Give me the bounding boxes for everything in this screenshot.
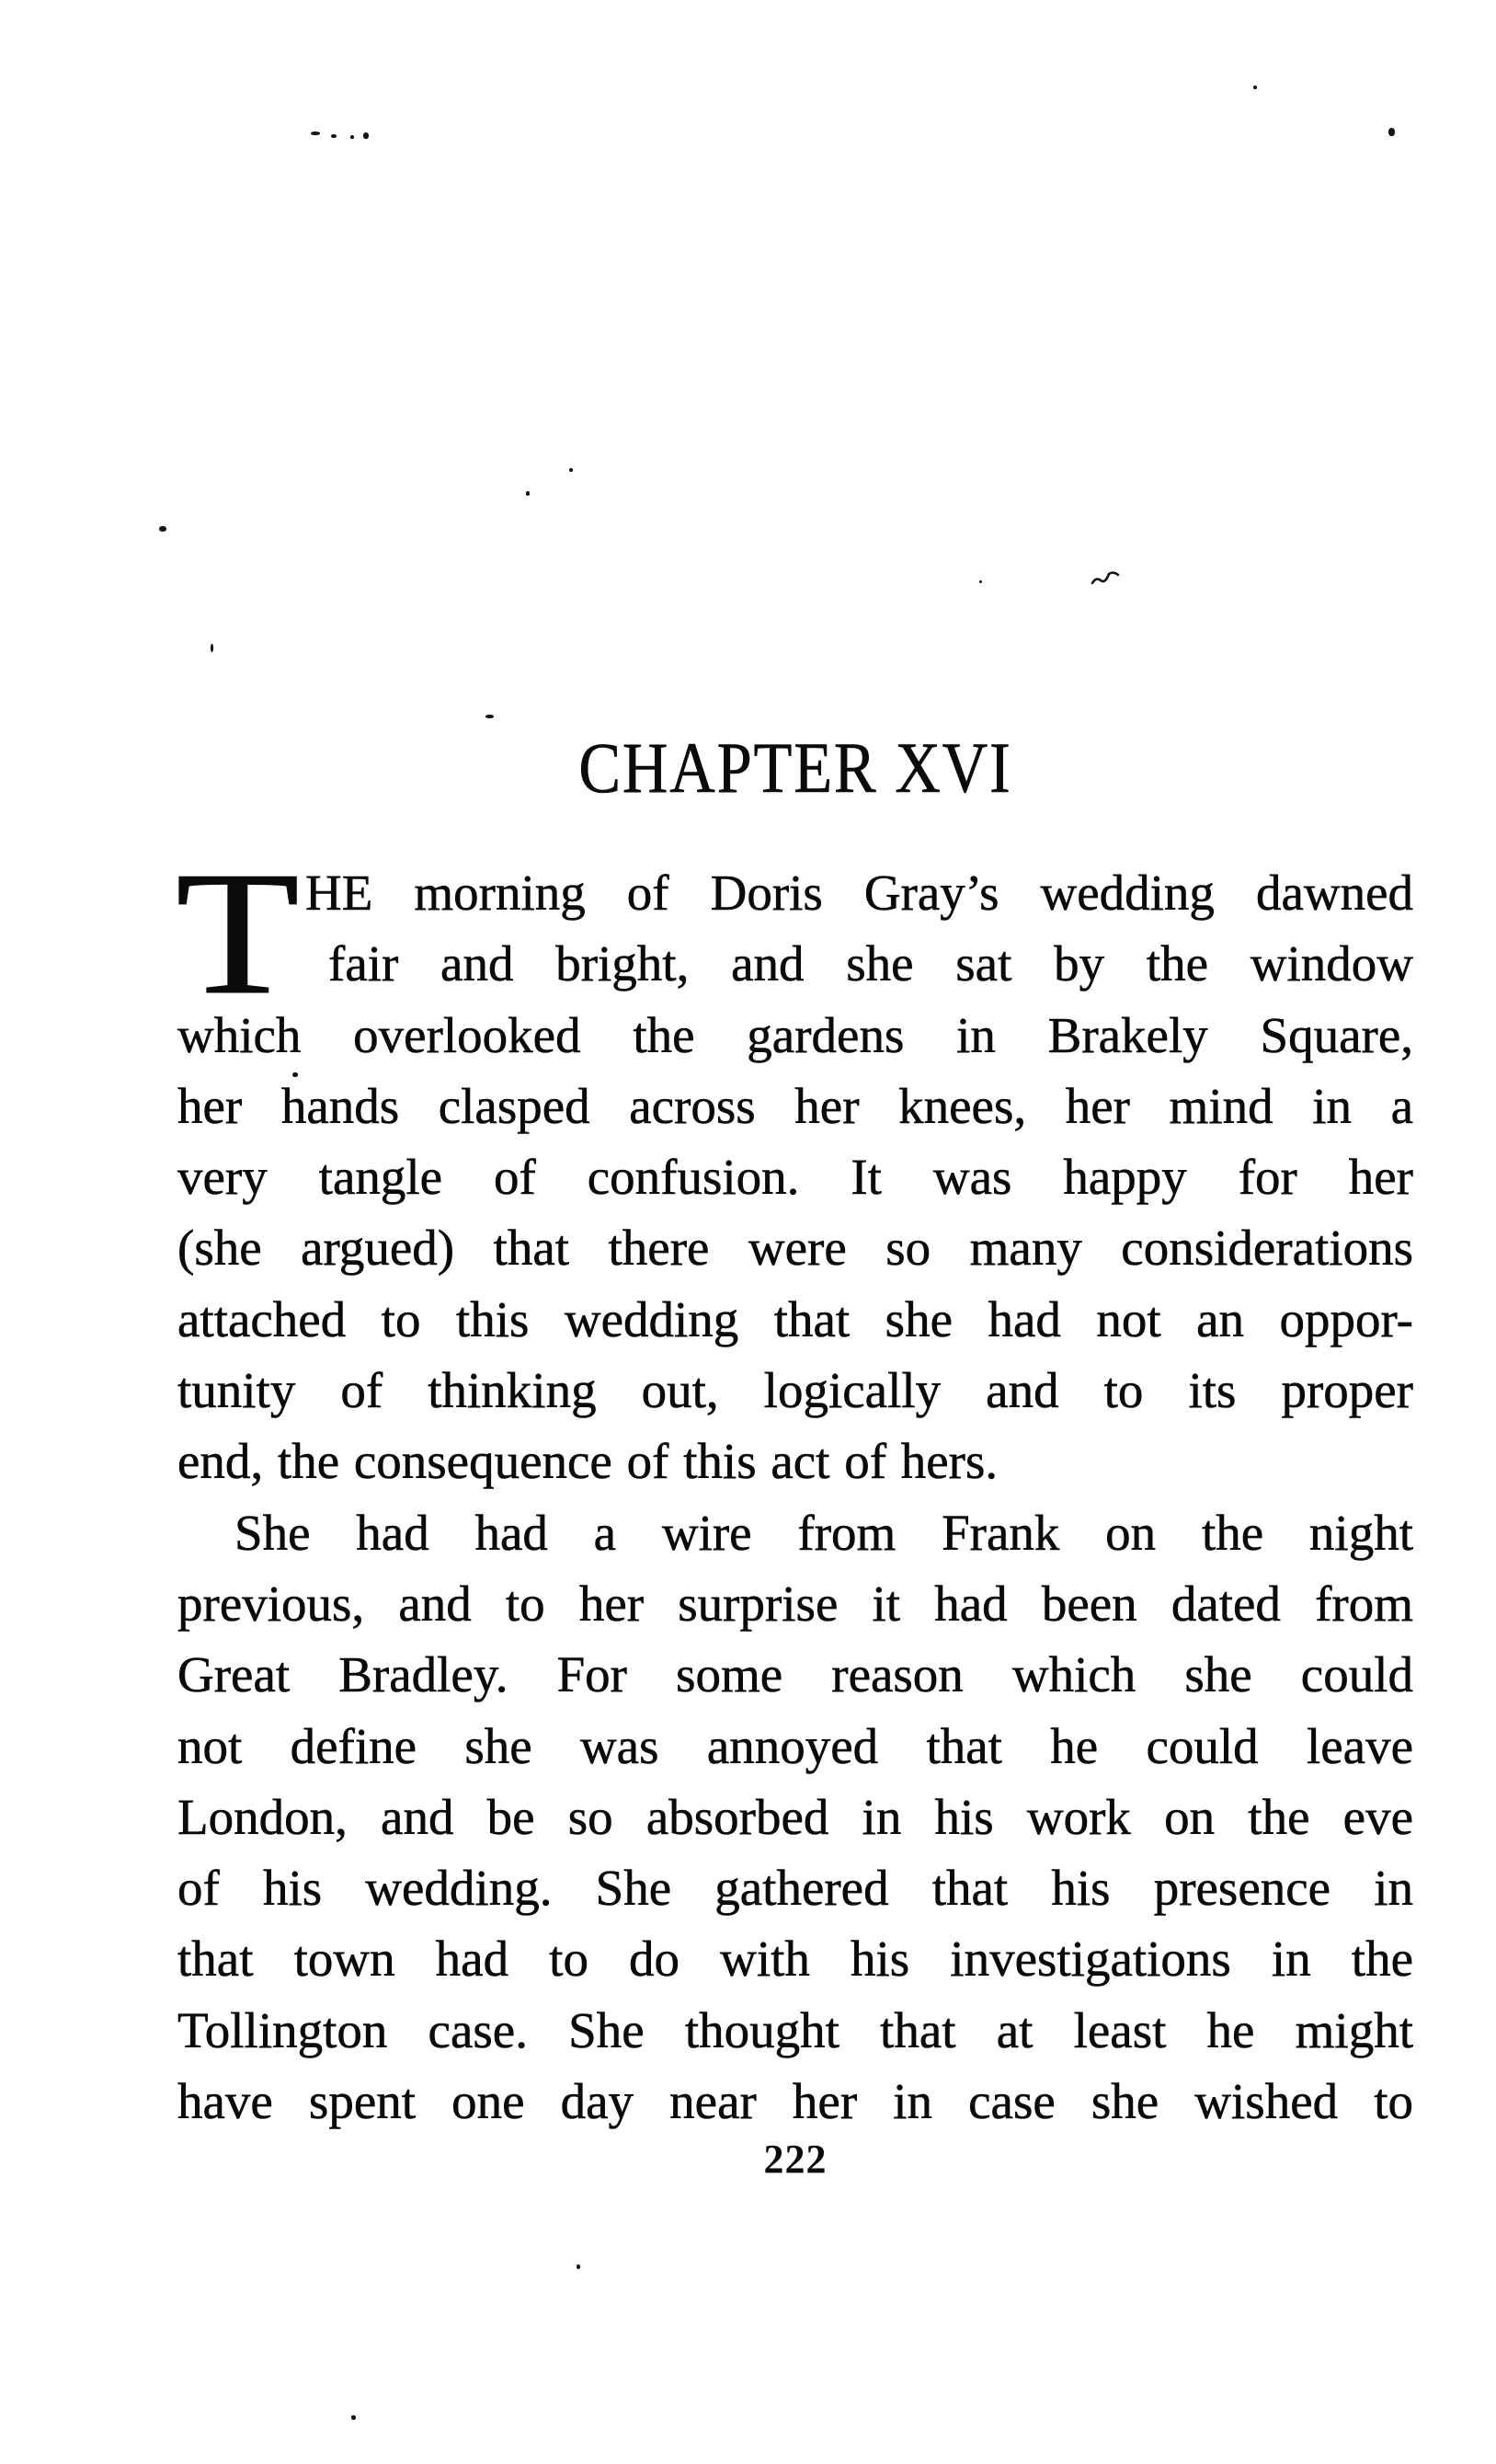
text-line: that town had to do with his investigations in the [177,1931,1413,1988]
ink-speck [331,134,337,138]
text-line: her hands clasped across her knees, her mind in a [177,1077,1413,1134]
text-line: HE morning of Doris Gray’s wedding dawned [305,865,1413,921]
text-line: Tollington case. She thought that at least he might [177,2001,1413,2058]
ink-speck [979,580,982,583]
text-line: have spent one day near her in case she wished to [177,2073,1413,2130]
text-line: not define she was annoyed that he could leave [177,1717,1413,1774]
page-number: 222 [763,2137,828,2182]
ink-speck [1388,128,1395,136]
text-line: very tangle of confusion. It was happy for her [177,1149,1413,1206]
ink-speck [1253,86,1257,89]
text-line: Great Bradley. For some reason which she could [177,1646,1413,1703]
ink-speck [1091,570,1120,587]
text-line: which overlooked the gardens in Brakely Square, [177,1006,1413,1063]
ink-speck [211,644,213,652]
text-line: attached to this wedding that she had not an oppor- [177,1290,1413,1347]
text-line: previous, and to her surprise it had been dated from [177,1575,1413,1632]
ink-speck [526,491,530,496]
text-line: She had had a wire from Frank on the night [234,1504,1413,1561]
ink-speck [577,2264,580,2269]
ink-speck [351,2415,356,2420]
text-line: London, and be so absorbed in his work on the eve [177,1788,1413,1845]
ink-speck [363,132,369,139]
ink-speck [350,135,354,139]
chapter-heading: CHAPTER XVI [578,728,1012,808]
text-line: of his wedding. She gathered that his presence in [177,1860,1413,1917]
text-line: (she argued) that there were so many considerations [177,1220,1413,1277]
text-line: fair and bright, and she sat by the window [328,935,1413,992]
ink-speck [292,1072,298,1077]
body-text [177,857,1413,2137]
text-line: end, the consequence of this act of hers. [177,1433,999,1490]
ink-speck [485,715,494,718]
ink-speck [159,526,166,532]
drop-cap-letter: T [176,835,300,1031]
ink-speck [569,468,573,472]
text-line: tunity of thinking out, logically and to its proper [177,1362,1413,1419]
ink-speck [311,132,320,135]
